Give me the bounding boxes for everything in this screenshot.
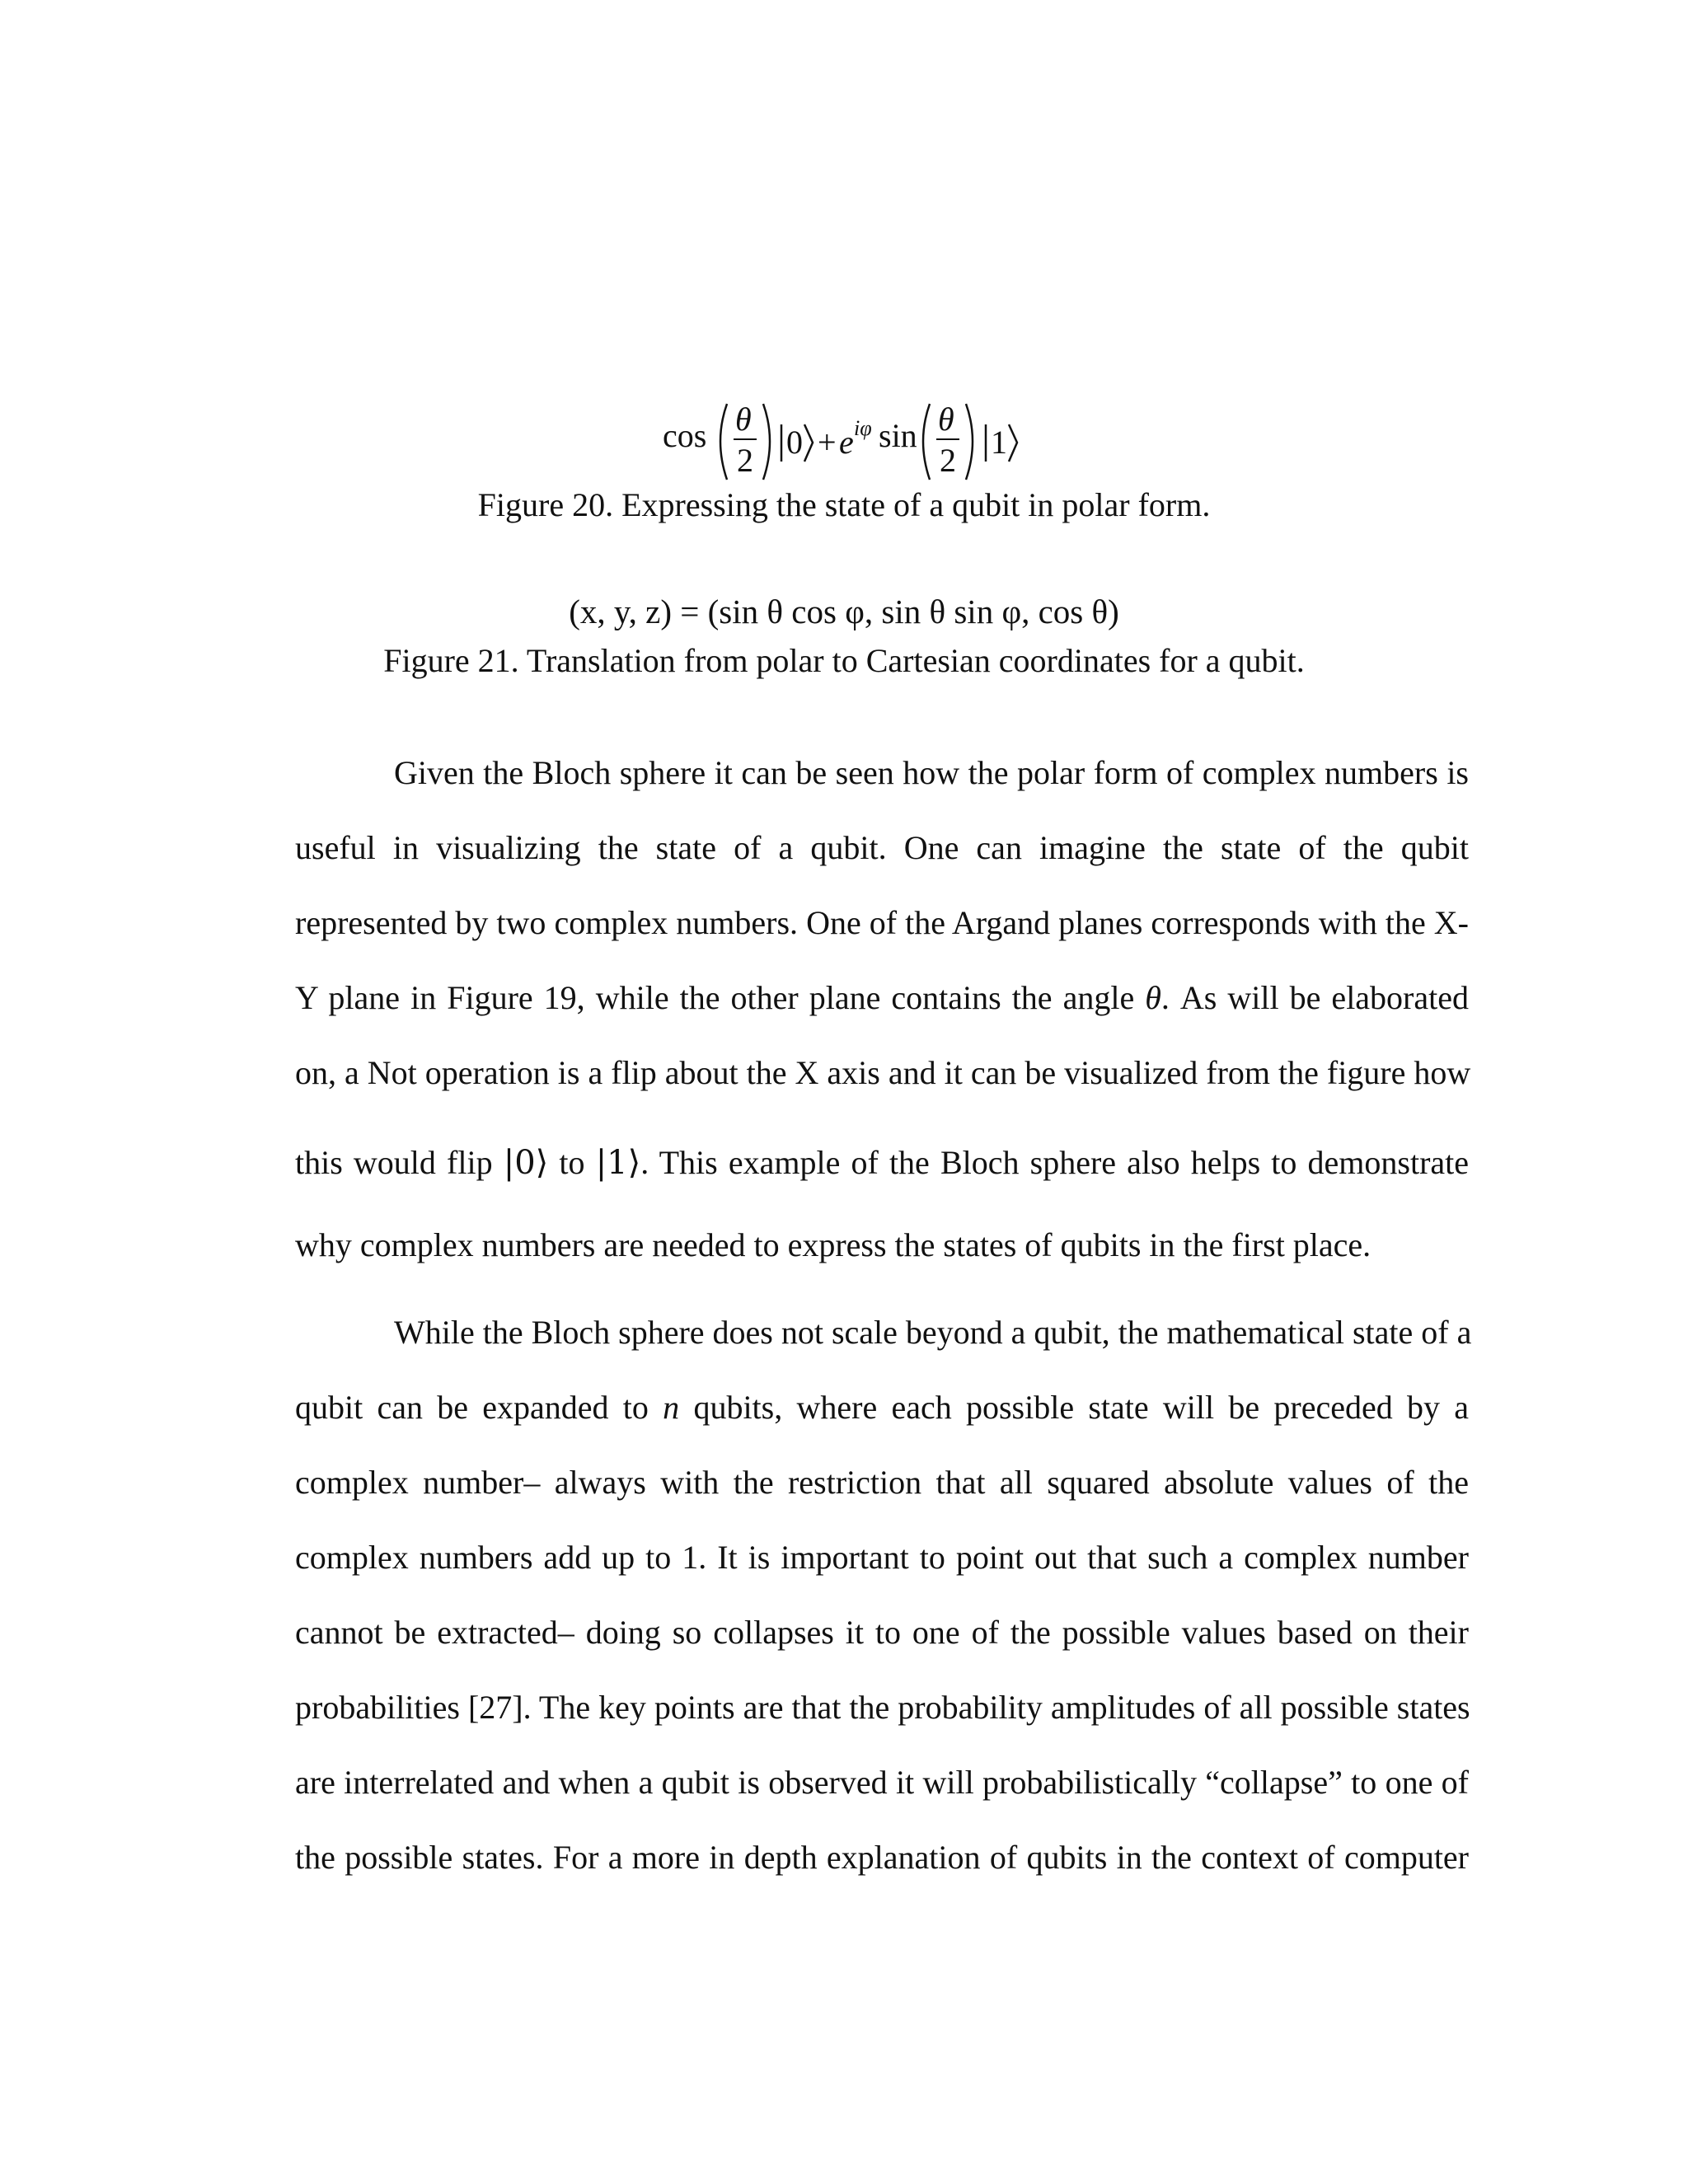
eq20-paren-left-1 [720,404,727,480]
text-line: useful in visualizing the state of a qubit. One can imagine the state of the qubit [295,829,1469,866]
text-line: the possible states. For a more in depth explanation of qubits in the context of computer [295,1839,1469,1876]
text-segment: Y plane in Figure 19, while the other plane contains the angle [295,979,1135,1016]
eq20-ket1-angle [1009,424,1017,462]
eq20-two-2: 2 [940,442,956,479]
eq20-ket0-value: 0 [786,424,803,461]
equation-polar-form-graphic [663,387,1025,494]
n-variable: n [663,1389,680,1426]
text-line: are interrelated and when a qubit is observed it will probabilistically “collapse” to one of [295,1764,1469,1801]
paragraph-bloch-sphere [295,735,1469,1276]
figure-21-caption: Figure 21. Translation from polar to Cartesian coordinates for a qubit. [383,642,1305,679]
text-line [295,960,1469,1035]
eq20-theta-2: θ [938,401,954,438]
text-line: on, a Not operation is a flip about the X axis and it can be visualized from the figure how [295,1054,1471,1091]
equation-cartesian [0,595,1688,644]
text-segment: qubits, where each possible state will be preceded by a [693,1389,1470,1426]
text-line: represented by two complex numbers. One of the Argand planes corresponds with the X- [295,904,1469,941]
eq20-exponent: iφ [854,416,872,440]
figure-20-caption: Figure 20. Expressing the state of a qubit in polar form. [477,486,1211,523]
ket-zero: |0⟩ [503,1144,549,1182]
text-segment: to [559,1144,585,1181]
equation-polar-form [0,387,1688,494]
text-line: Given the Bloch sphere it can be seen how the polar form of complex numbers is [394,754,1469,791]
text-line: why complex numbers are needed to express the states of qubits in the first place. [295,1226,1372,1263]
eq20-cos: cos [663,417,707,454]
eq20-two-1: 2 [737,442,753,479]
eq20-e: e [839,424,854,461]
eq20-ket0-angle [804,424,813,462]
paragraph-n-qubits [295,1295,1472,1895]
text-line: cannot be extracted– doing so collapses it to one of the possible values based on their [295,1614,1469,1651]
eq20-plus: + [818,424,837,461]
eq20-sin: sin [879,417,917,454]
text-line [295,1370,1469,1445]
eq20-paren-right-1 [763,404,770,480]
text-line: complex numbers add up to 1. It is important to point out that such a complex number [295,1539,1469,1576]
theta-symbol: θ [1145,979,1161,1016]
text-segment: . This example of the Bloch sphere also helps to demonstrate [640,1144,1470,1181]
text-line: probabilities [27]. The key points are that the probability amplitudes of all possible states [295,1689,1470,1726]
eq20-paren-left-2 [923,404,930,480]
text-line: While the Bloch sphere does not scale beyond a qubit, the mathematical state of a [394,1314,1472,1351]
ket-one: |1⟩ [595,1144,641,1182]
text-segment: . As will be elaborated [1160,979,1469,1016]
text-segment: qubit can be expanded to [295,1389,649,1426]
eq20-theta-1: θ [735,401,752,438]
text-line: complex number– always with the restriction that all squared absolute values of the [295,1464,1469,1501]
equation-cartesian-text: (x, y, z) = (sin θ cos φ, sin θ sin φ, cos θ) [569,593,1119,630]
eq20-ket1-value: 1 [991,424,1007,461]
eq20-paren-right-2 [966,404,973,480]
text-segment: this would flip [295,1144,493,1181]
text-line [295,1110,1469,1201]
